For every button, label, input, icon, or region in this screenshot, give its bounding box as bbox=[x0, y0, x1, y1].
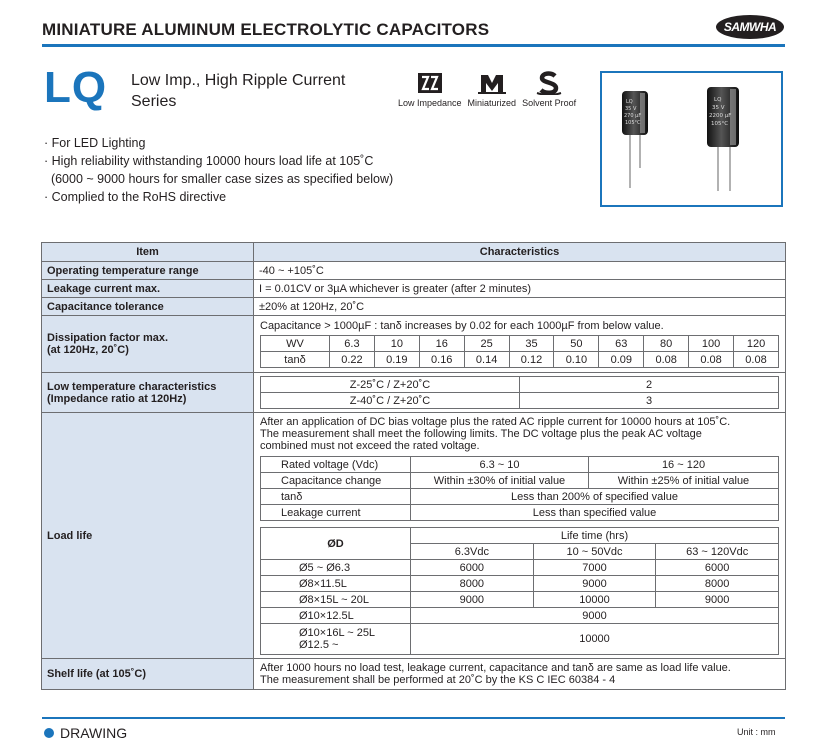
list-item: · High reliability withstanding 10000 hours load life at 105˚C bbox=[44, 154, 374, 168]
df-tan: 0.10 bbox=[554, 352, 599, 368]
df-tan: 0.12 bbox=[509, 352, 554, 368]
badge-caption: Solvent Proof bbox=[522, 98, 577, 108]
row-value: I = 0.01CV or 3µA whichever is greater (after 2 minutes) bbox=[254, 280, 786, 298]
od-header: ØD bbox=[261, 528, 411, 560]
lifetime-value: 9000 bbox=[411, 592, 534, 608]
list-item: · For LED Lighting bbox=[44, 136, 146, 150]
page-title: MINIATURE ALUMINUM ELECTROLYTIC CAPACITORS bbox=[42, 20, 490, 39]
lifetime-size-line1: Ø10×16L ~ 25L bbox=[299, 627, 376, 639]
limits-label: Capacitance change bbox=[261, 473, 411, 489]
loadlife-limits-table bbox=[260, 456, 779, 521]
df-wv: 50 bbox=[554, 336, 599, 352]
feature-badges bbox=[398, 70, 576, 108]
miniaturized-icon bbox=[477, 70, 507, 96]
bullet-dot-icon bbox=[44, 728, 54, 738]
lifetime-value: 9000 bbox=[533, 576, 656, 592]
row-label: Capacitance tolerance bbox=[42, 298, 254, 316]
row-value bbox=[254, 373, 786, 413]
limits-label: Leakage current bbox=[261, 505, 411, 521]
lifetime-header-row bbox=[261, 528, 779, 544]
cap2-voltage: 35 V bbox=[712, 105, 725, 111]
badge-solvent-proof bbox=[522, 70, 576, 108]
table-row bbox=[42, 262, 786, 280]
lifetime-row bbox=[261, 608, 779, 624]
limits-row bbox=[261, 505, 779, 521]
shelf-text-line2: The measurement shall be performed at 20˚C by the KS C IEC 60384 - 4 bbox=[260, 674, 616, 686]
lifetime-value: 9000 bbox=[656, 592, 779, 608]
cap1-capacitance: 270 µF bbox=[624, 113, 642, 119]
row-label: Shelf life (at 105˚C) bbox=[42, 659, 254, 690]
limits-row bbox=[261, 489, 779, 505]
badge-caption: Miniaturized bbox=[467, 98, 517, 108]
table-row bbox=[42, 413, 786, 659]
lowtemp-table bbox=[260, 376, 779, 409]
lowtemp-row bbox=[261, 393, 779, 409]
badge-low-impedance bbox=[398, 70, 462, 108]
df-tan: 0.19 bbox=[374, 352, 419, 368]
row-value bbox=[254, 413, 786, 659]
lifetime-size: Ø8×11.5L bbox=[261, 576, 411, 592]
cap1-temp: 105°C bbox=[625, 120, 641, 126]
limits-label: tanδ bbox=[261, 489, 411, 505]
row-value: ±20% at 120Hz, 20˚C bbox=[254, 298, 786, 316]
lifetime-header: Life time (hrs) bbox=[411, 528, 779, 544]
df-label-line1: Dissipation factor max. bbox=[47, 332, 169, 344]
df-tan: 0.08 bbox=[689, 352, 734, 368]
lifetime-value: 6000 bbox=[656, 560, 779, 576]
lifetime-row bbox=[261, 592, 779, 608]
limits-label: Rated voltage (Vdc) bbox=[261, 457, 411, 473]
unit-label: Unit : mm bbox=[737, 727, 776, 737]
footer-divider bbox=[42, 717, 785, 719]
df-wv: 80 bbox=[644, 336, 689, 352]
limits-value: 6.3 ~ 10 bbox=[411, 457, 589, 473]
loadlife-text-line1: After an application of DC bias voltage plus the rated AC ripple current for 10000 hours at 105˚C. bbox=[260, 416, 731, 428]
lowtemp-cond: Z-25˚C / Z+20˚C bbox=[261, 377, 520, 393]
row-value: -40 ~ +105˚C bbox=[254, 262, 786, 280]
table-row bbox=[42, 298, 786, 316]
badge-caption: Low Impedance bbox=[398, 98, 462, 108]
limits-row bbox=[261, 457, 779, 473]
lifetime-size: Ø8×15L ~ 20L bbox=[261, 592, 411, 608]
lifetime-value: 9000 bbox=[411, 608, 779, 624]
lifetime-value: 8000 bbox=[411, 576, 534, 592]
lifetime-size bbox=[261, 624, 411, 655]
lifetime-size-line2: Ø12.5 ~ bbox=[299, 639, 339, 651]
df-table bbox=[260, 335, 779, 368]
df-label-line2: (at 120Hz, 20˚C) bbox=[47, 344, 129, 356]
list-item: (6000 ~ 9000 hours for smaller case sizes as specified below) bbox=[44, 172, 394, 186]
lowtemp-row bbox=[261, 377, 779, 393]
header-item: Item bbox=[42, 243, 254, 262]
df-wv: 35 bbox=[509, 336, 554, 352]
series-code: LQ bbox=[44, 63, 108, 112]
df-wv: 100 bbox=[689, 336, 734, 352]
solvent-proof-icon bbox=[534, 70, 564, 96]
cap2-temp: 105°C bbox=[711, 121, 729, 127]
df-tan: 0.14 bbox=[464, 352, 509, 368]
feature-list bbox=[44, 134, 393, 206]
cap1-voltage: 35 V bbox=[625, 106, 637, 112]
loadlife-text-line3: combined must not exceed the rated voltage. bbox=[260, 440, 480, 452]
lifetime-value: 10000 bbox=[411, 624, 779, 655]
limits-value: Within ±25% of initial value bbox=[589, 473, 779, 489]
cap2-label: LQ bbox=[714, 97, 722, 103]
lifetime-row bbox=[261, 624, 779, 655]
header-divider bbox=[42, 44, 785, 47]
row-label: Leakage current max. bbox=[42, 280, 254, 298]
df-wv: 10 bbox=[374, 336, 419, 352]
df-wv: 16 bbox=[419, 336, 464, 352]
lowtemp-cond: Z-40˚C / Z+20˚C bbox=[261, 393, 520, 409]
list-item: · Complied to the RoHS directive bbox=[44, 190, 227, 204]
cap2-capacitance: 2200 µF bbox=[709, 113, 732, 119]
lifetime-table bbox=[260, 527, 779, 655]
drawing-section-title bbox=[44, 725, 127, 741]
shelf-text-line1: After 1000 hours no load test, leakage current, capacitance and tanδ are same as load life value. bbox=[260, 662, 731, 674]
df-tan: 0.22 bbox=[330, 352, 375, 368]
lifetime-value: 6000 bbox=[411, 560, 534, 576]
drawing-label: DRAWING bbox=[60, 725, 128, 741]
limits-value: Within ±30% of initial value bbox=[411, 473, 589, 489]
df-tan-row bbox=[261, 352, 779, 368]
lifetime-value: 10000 bbox=[533, 592, 656, 608]
lowtemp-label-line2: (Impedance ratio at 120Hz) bbox=[47, 392, 187, 405]
row-label: Load life bbox=[42, 413, 254, 659]
df-wv-label: WV bbox=[261, 336, 330, 352]
lowtemp-value: 2 bbox=[520, 377, 779, 393]
lifetime-value: 8000 bbox=[656, 576, 779, 592]
df-wv: 25 bbox=[464, 336, 509, 352]
lifetime-size: Ø10×12.5L bbox=[261, 608, 411, 624]
limits-value: 16 ~ 120 bbox=[589, 457, 779, 473]
lifetime-col: 63 ~ 120Vdc bbox=[656, 544, 779, 560]
series-desc-line2: Series bbox=[131, 93, 177, 110]
df-tan: 0.16 bbox=[419, 352, 464, 368]
df-tan: 0.08 bbox=[734, 352, 779, 368]
lifetime-size: Ø5 ~ Ø6.3 bbox=[261, 560, 411, 576]
loadlife-text-line2: The measurement shall meet the following limits. The DC voltage plus the peak AC voltage bbox=[260, 428, 702, 440]
df-wv: 120 bbox=[734, 336, 779, 352]
lifetime-value: 7000 bbox=[533, 560, 656, 576]
row-label bbox=[42, 316, 254, 373]
df-tan: 0.09 bbox=[599, 352, 644, 368]
row-value bbox=[254, 659, 786, 690]
limits-value: Less than specified value bbox=[411, 505, 779, 521]
row-value bbox=[254, 316, 786, 373]
lifetime-col: 6.3Vdc bbox=[411, 544, 534, 560]
lowtemp-label-line1: Low temperature characteristics bbox=[47, 380, 217, 393]
row-label bbox=[42, 373, 254, 413]
limits-row bbox=[261, 473, 779, 489]
row-label: Operating temperature range bbox=[42, 262, 254, 280]
cap1-label: LQ bbox=[626, 99, 633, 105]
table-row bbox=[42, 280, 786, 298]
series-desc-line1: Low Imp., High Ripple Current bbox=[131, 72, 346, 89]
specification-table bbox=[41, 242, 786, 690]
header-characteristics: Characteristics bbox=[254, 243, 786, 262]
series-description bbox=[131, 70, 345, 112]
capacitor-illustration bbox=[602, 73, 781, 205]
low-impedance-icon bbox=[415, 70, 445, 96]
df-wv: 63 bbox=[599, 336, 644, 352]
product-photo bbox=[600, 71, 783, 207]
table-row bbox=[42, 659, 786, 690]
lifetime-row bbox=[261, 576, 779, 592]
table-row bbox=[42, 316, 786, 373]
loadlife-text bbox=[260, 416, 779, 452]
df-wv: 6.3 bbox=[330, 336, 375, 352]
lifetime-col: 10 ~ 50Vdc bbox=[533, 544, 656, 560]
df-note: Capacitance > 1000µF : tanδ increases by 0.02 for each 1000µF from below value. bbox=[260, 320, 664, 332]
df-wv-row bbox=[261, 336, 779, 352]
limits-value: Less than 200% of specified value bbox=[411, 489, 779, 505]
df-tan-label: tanδ bbox=[261, 352, 330, 368]
brand-logo: SAMWHA bbox=[716, 15, 784, 39]
lowtemp-value: 3 bbox=[520, 393, 779, 409]
table-header-row bbox=[42, 243, 786, 262]
lifetime-row bbox=[261, 560, 779, 576]
badge-miniaturized bbox=[468, 70, 517, 108]
df-tan: 0.08 bbox=[644, 352, 689, 368]
table-row bbox=[42, 373, 786, 413]
